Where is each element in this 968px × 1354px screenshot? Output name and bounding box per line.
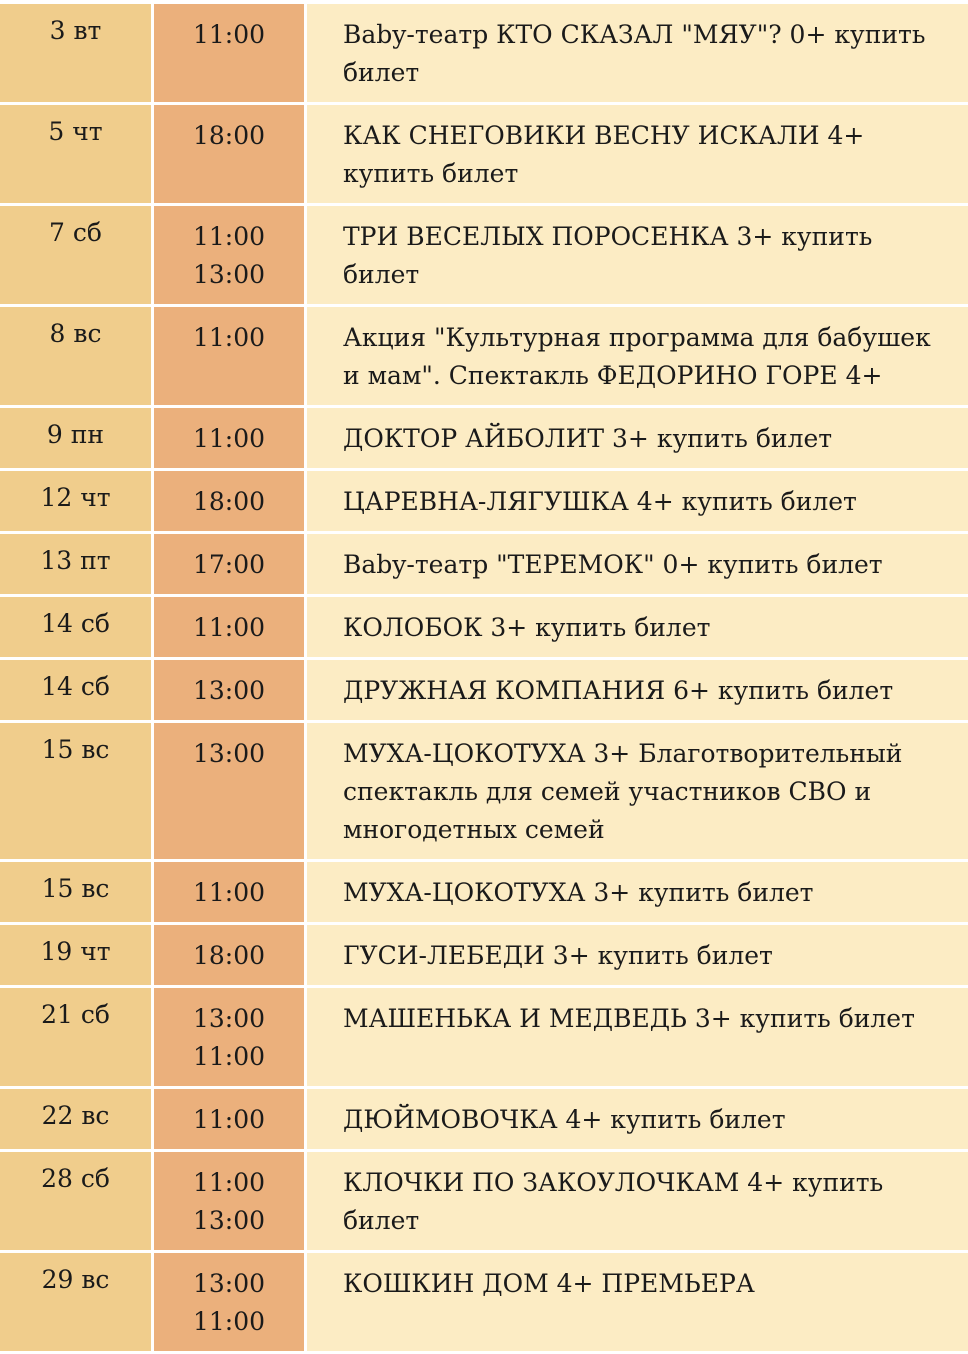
event-time: 11:00 — [192, 1307, 266, 1336]
event-time: 13:00 — [192, 260, 266, 289]
event-times — [154, 534, 304, 594]
event-info — [307, 206, 968, 304]
event-times — [154, 988, 304, 1086]
event-time: 18:00 — [192, 941, 266, 970]
event-time: 13:00 — [192, 1206, 266, 1235]
event-info — [307, 862, 968, 922]
event-date: 7 сб — [0, 206, 151, 304]
event-date: 14 сб — [0, 597, 151, 657]
buy-ticket-link[interactable]: купить билет — [343, 1168, 884, 1235]
buy-ticket-link[interactable]: купить билет — [535, 613, 711, 642]
event-time: 13:00 — [192, 676, 266, 705]
buy-ticket-link[interactable]: купить билет — [638, 878, 814, 907]
buy-ticket-link[interactable]: купить билет — [610, 1105, 786, 1134]
event-title: ТРИ ВЕСЕЛЫХ ПОРОСЕНКА 3+ — [343, 222, 774, 251]
schedule-row — [0, 471, 968, 531]
event-times — [154, 925, 304, 985]
event-time: 11:00 — [192, 1105, 266, 1134]
event-title: Baby-театр "ТЕРЕМОК" 0+ — [343, 550, 700, 579]
event-info — [307, 4, 968, 102]
event-time: 11:00 — [192, 878, 266, 907]
event-info — [307, 660, 968, 720]
schedule-row — [0, 4, 968, 102]
event-time: 11:00 — [192, 222, 266, 251]
buy-ticket-link[interactable]: купить билет — [717, 676, 894, 705]
buy-ticket-link[interactable]: купить билет — [707, 550, 883, 579]
event-date: 19 чт — [0, 925, 151, 985]
buy-ticket-link[interactable]: купить билет — [739, 1004, 915, 1033]
schedule-row — [0, 307, 968, 405]
event-info — [307, 408, 968, 468]
event-times — [154, 597, 304, 657]
event-info — [307, 534, 968, 594]
event-times — [154, 1152, 304, 1250]
event-info — [307, 1152, 968, 1250]
event-title: КЛОЧКИ ПО ЗАКОУЛОЧКАМ 4+ — [343, 1168, 785, 1197]
event-date: 8 вс — [0, 307, 151, 405]
event-time: 11:00 — [192, 323, 266, 352]
event-info — [307, 471, 968, 531]
schedule-row — [0, 408, 968, 468]
event-times — [154, 4, 304, 102]
event-title: ДРУЖНАЯ КОМПАНИЯ 6+ — [343, 676, 710, 705]
event-times — [154, 1089, 304, 1149]
event-title: КОЛОБОК 3+ — [343, 613, 528, 642]
event-date: 21 сб — [0, 988, 151, 1086]
event-date: 12 чт — [0, 471, 151, 531]
event-date: 5 чт — [0, 105, 151, 203]
schedule-row — [0, 862, 968, 922]
buy-ticket-link[interactable]: купить билет — [343, 20, 926, 87]
buy-ticket-link[interactable]: купить билет — [343, 159, 519, 188]
event-time: 11:00 — [192, 20, 266, 49]
event-time: 11:00 — [192, 613, 266, 642]
schedule-row — [0, 1253, 968, 1351]
event-time: 13:00 — [192, 1269, 266, 1298]
event-title: МАШЕНЬКА И МЕДВЕДЬ 3+ — [343, 1004, 732, 1033]
event-date: 29 вс — [0, 1253, 151, 1351]
schedule-row — [0, 660, 968, 720]
event-time: 13:00 — [192, 1004, 266, 1033]
schedule-body — [0, 4, 968, 1351]
event-info — [307, 988, 968, 1086]
event-date: 3 вт — [0, 4, 151, 102]
event-time: 11:00 — [192, 1168, 266, 1197]
event-title: МУХА-ЦОКОТУХА 3+ Благотворительный спектакль для семей участников СВО и многодетных семей — [343, 739, 903, 844]
schedule-row — [0, 206, 968, 304]
event-time: 18:00 — [192, 487, 266, 516]
event-title: ГУСИ-ЛЕБЕДИ 3+ — [343, 941, 590, 970]
event-title: ДЮЙМОВОЧКА 4+ — [343, 1105, 603, 1134]
event-info — [307, 723, 968, 859]
event-times — [154, 206, 304, 304]
event-title: КАК СНЕГОВИКИ ВЕСНУ ИСКАЛИ 4+ — [343, 121, 865, 150]
event-title: КОШКИН ДОМ 4+ ПРЕМЬЕРА — [343, 1269, 755, 1298]
event-time: 11:00 — [192, 1042, 266, 1071]
buy-ticket-link[interactable]: купить билет — [656, 424, 833, 453]
event-times — [154, 471, 304, 531]
schedule-row — [0, 534, 968, 594]
event-date: 15 вс — [0, 862, 151, 922]
event-time: 11:00 — [192, 424, 266, 453]
event-title: ДОКТОР АЙБОЛИТ 3+ — [343, 424, 649, 453]
schedule-row — [0, 988, 968, 1086]
event-info — [307, 597, 968, 657]
schedule-row — [0, 1089, 968, 1149]
event-times — [154, 660, 304, 720]
event-times — [154, 307, 304, 405]
event-date: 9 пн — [0, 408, 151, 468]
schedule-row — [0, 925, 968, 985]
event-info — [307, 1253, 968, 1351]
event-times — [154, 408, 304, 468]
event-times — [154, 723, 304, 859]
event-times — [154, 862, 304, 922]
schedule-row — [0, 723, 968, 859]
buy-ticket-link[interactable]: купить билет — [597, 941, 773, 970]
buy-ticket-link[interactable]: купить билет — [681, 487, 857, 516]
event-info — [307, 925, 968, 985]
event-title: Акция "Культурная программа для бабушек и мам". Спектакль ФЕДОРИНО ГОРЕ 4+ — [343, 323, 931, 390]
event-time: 18:00 — [192, 121, 266, 150]
schedule-row — [0, 105, 968, 203]
buy-ticket-link[interactable]: купить билет — [343, 222, 873, 289]
event-date: 15 вс — [0, 723, 151, 859]
event-info — [307, 1089, 968, 1149]
event-info — [307, 307, 968, 405]
event-info — [307, 105, 968, 203]
event-date: 14 сб — [0, 660, 151, 720]
event-times — [154, 1253, 304, 1351]
schedule-row — [0, 597, 968, 657]
event-time: 17:00 — [192, 550, 266, 579]
event-title: Baby-театр КТО СКАЗАЛ "МЯУ"? 0+ — [343, 20, 827, 49]
event-date: 22 вс — [0, 1089, 151, 1149]
event-time: 13:00 — [192, 739, 266, 768]
event-title: МУХА-ЦОКОТУХА 3+ — [343, 878, 631, 907]
event-times — [154, 105, 304, 203]
event-date: 28 сб — [0, 1152, 151, 1250]
schedule-table — [0, 1, 968, 1354]
schedule-row — [0, 1152, 968, 1250]
event-date: 13 пт — [0, 534, 151, 594]
event-title: ЦАРЕВНА-ЛЯГУШКА 4+ — [343, 487, 674, 516]
